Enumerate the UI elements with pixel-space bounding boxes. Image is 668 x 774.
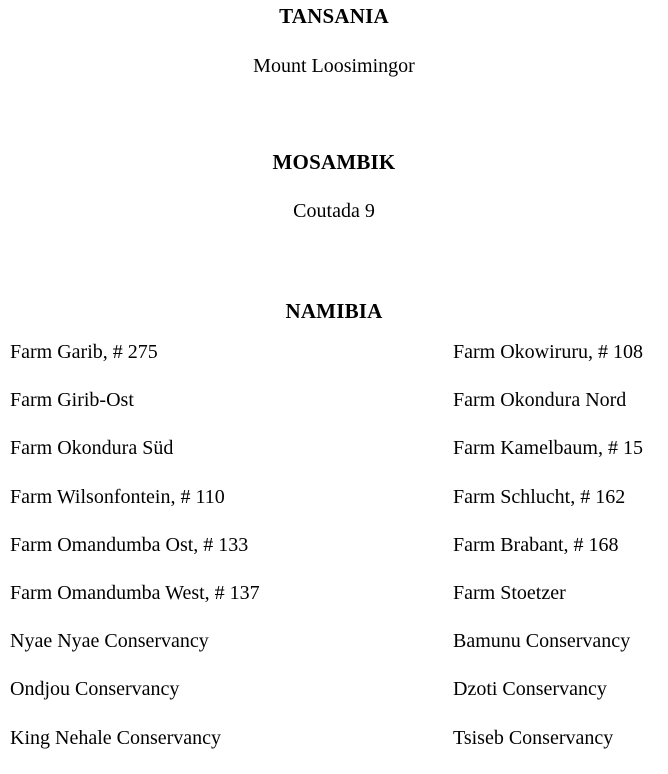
- list-item: Farm Okondura Süd: [10, 437, 174, 460]
- list-item: Farm Okondura Nord: [453, 389, 627, 412]
- list-item: Nyae Nyae Conservancy: [10, 630, 209, 653]
- namibia-right-column: [453, 340, 643, 774]
- list-item: Dzoti Conservancy: [453, 678, 607, 701]
- tansania-item: Mount Loosimingor: [253, 55, 415, 77]
- list-item: Farm Brabant, # 168: [453, 533, 619, 556]
- list-item: Farm Garib, # 275: [10, 341, 158, 363]
- list-item: Farm Omandumba Ost, # 133: [10, 533, 249, 556]
- mosambik-item: Coutada 9: [293, 200, 375, 222]
- list-item: Farm Wilsonfontein, # 110: [10, 485, 225, 508]
- list-item: Farm Omandumba West, # 137: [10, 581, 260, 604]
- namibia-left-column: [10, 340, 260, 774]
- list-item: Farm Girib-Ost: [10, 389, 134, 412]
- heading-namibia: NAMIBIA: [285, 299, 383, 323]
- list-item: Farm Stoetzer: [453, 581, 566, 604]
- list-item: Bamunu Conservancy: [453, 630, 631, 653]
- heading-mosambik: MOSAMBIK: [272, 150, 396, 174]
- list-item: Farm Schlucht, # 162: [453, 485, 626, 508]
- heading-tansania: TANSANIA: [279, 4, 389, 28]
- list-item: Farm Kamelbaum, # 15: [453, 437, 643, 460]
- list-item: Farm Okowiruru, # 108: [453, 341, 643, 363]
- list-item: King Nehale Conservancy: [10, 726, 222, 749]
- list-item: Ondjou Conservancy: [10, 678, 180, 701]
- list-item: Tsiseb Conservancy: [453, 726, 614, 749]
